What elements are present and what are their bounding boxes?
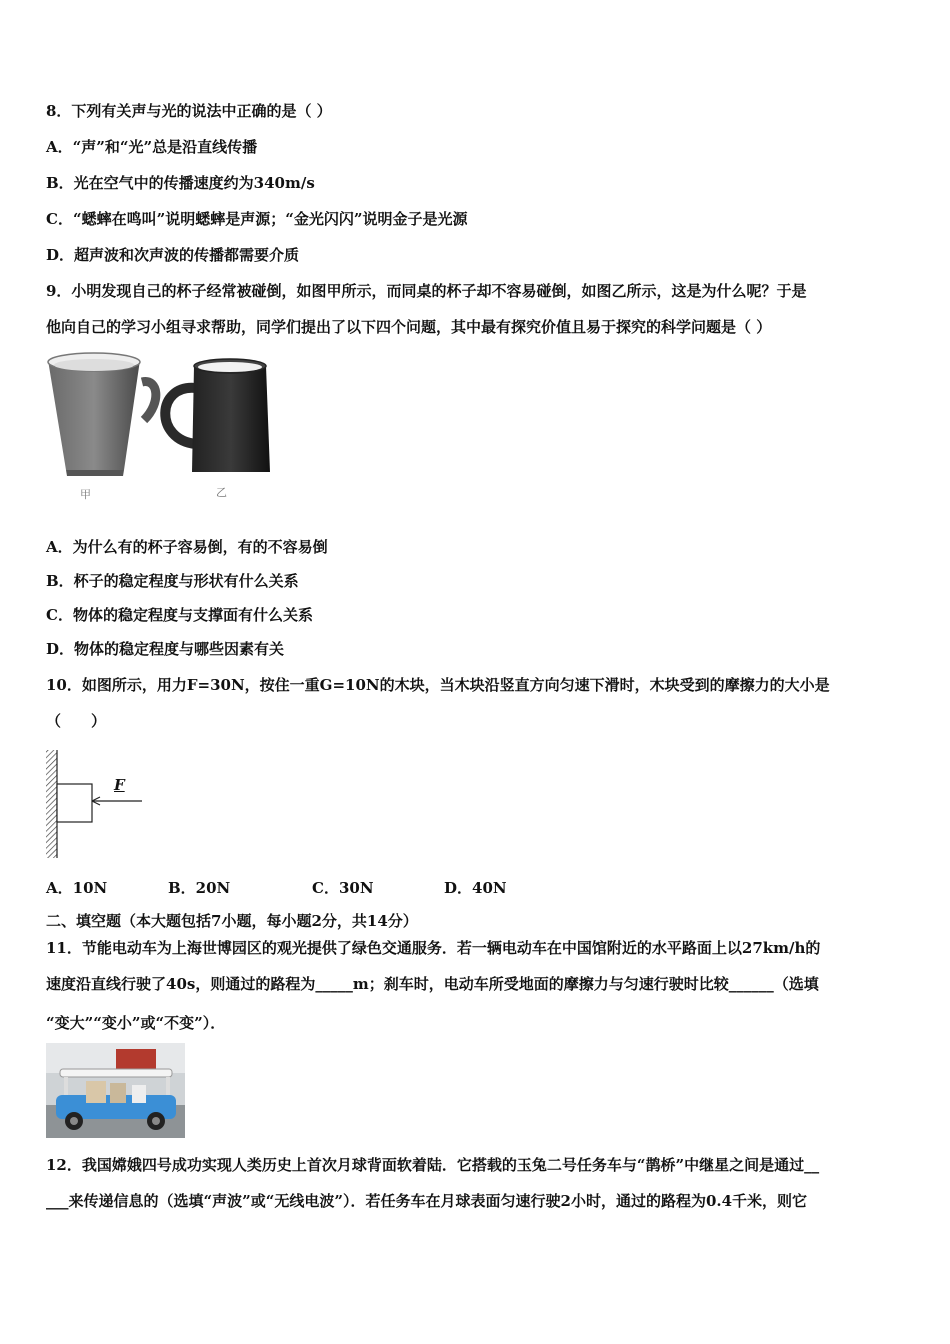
q10-option-d: D．40N — [444, 879, 507, 897]
electric-car-photo — [46, 1043, 185, 1138]
q10-stem-line1: 10．如图所示，用力F=30N，按住一重G=10N的木块，当木块沿竖直方向匀速下滑时，木块受到的摩擦力的大小是 — [46, 676, 830, 694]
q8-stem: 8．下列有关声与光的说法中正确的是（ ） — [46, 102, 332, 120]
cup-jia — [48, 353, 156, 476]
q10-options — [46, 878, 507, 898]
q9-stem-line1: 9．小明发现自己的杯子经常被碰倒，如图甲所示，而同桌的杯子却不容易碰倒，如图乙所示，这是为什么呢？于是 — [46, 282, 807, 300]
q9-option-b: B．杯子的稳定程度与形状有什么关系 — [46, 572, 299, 590]
q9-option-a: A．为什么有的杯子容易倒，有的不容易倒 — [46, 538, 328, 556]
q10-option-a: A．10N — [46, 879, 108, 897]
cup-yi-label: 乙 — [216, 486, 227, 499]
force-diagram — [44, 748, 154, 860]
wall-block-diagram — [44, 748, 154, 860]
q10-option-c: C．30N — [312, 879, 374, 897]
q10-stem-line2: （ ） — [46, 712, 107, 730]
q8-option-d: D．超声波和次声波的传播都需要介质 — [46, 246, 300, 264]
q12-line2: ___来传递信息的（选填“声波”或“无线电波”）．若任务车在月球表面匀速行驶2小时，通过的路程为0.4千米，则它 — [46, 1192, 808, 1210]
electric-car-illustration — [46, 1043, 185, 1138]
q10-option-b: B．20N — [168, 879, 231, 897]
q12-line1: 12．我国嫦娥四号成功实现人类历史上首次月球背面软着陆．它搭载的玉兔二号任务车与“鹊桥”中继星之间是通过__ — [46, 1156, 820, 1174]
q8-option-c: C．“蟋蟀在鸣叫”说明蟋蟀是声源；“金光闪闪”说明金子是光源 — [46, 210, 468, 228]
cup-jia-label: 甲 — [80, 488, 91, 501]
q8-option-a: A．“声”和“光”总是沿直线传播 — [46, 138, 258, 156]
q9-stem-line2: 他向自己的学习小组寻求帮助，同学们提出了以下四个问题，其中最有探究价值且易于探究的科学问题是（ ） — [46, 318, 772, 336]
cups-illustration — [46, 352, 276, 502]
q11-line1: 11．节能电动车为上海世博园区的观光提供了绿色交通服务．若一辆电动车在中国馆附近的水平路面上以27km/h的 — [46, 939, 821, 957]
wall-hatch — [46, 750, 57, 858]
cup-yi — [165, 359, 270, 472]
q11-line3: “变大”“变小”或“不变”）． — [46, 1014, 226, 1032]
q9-option-d: D．物体的稳定程度与哪些因素有关 — [46, 640, 285, 658]
wood-block — [57, 784, 92, 822]
force-label: F — [114, 776, 125, 794]
cups-figure — [46, 352, 276, 502]
q9-option-c: C．物体的稳定程度与支撑面有什么关系 — [46, 606, 313, 624]
q8-option-b: B．光在空气中的传播速度约为340m/s — [46, 174, 315, 192]
q11-line2: 速度沿直线行驶了40s，则通过的路程为_____m；刹车时，电动车所受地面的摩擦力与匀速行驶时比较______（选填 — [46, 975, 819, 993]
section-heading: 二、填空题（本大题包括7小题，每小题2分，共14分） — [46, 912, 418, 930]
